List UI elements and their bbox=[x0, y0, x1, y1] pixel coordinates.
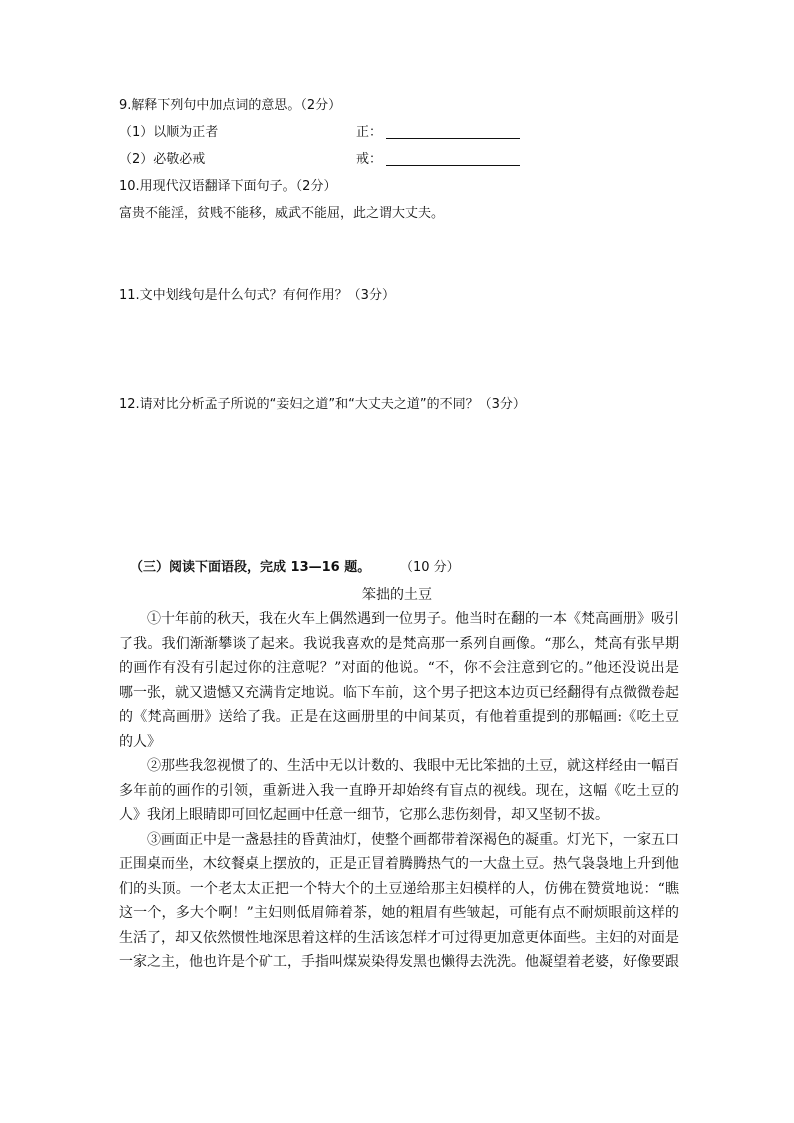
q9-item-2-answer[interactable] bbox=[356, 151, 520, 169]
q11-stem: 11.文中划线句是什么句式？有何作用？（3分） bbox=[119, 288, 395, 303]
q9-item-2-phrase: （2）必敬必戒 bbox=[119, 152, 206, 167]
q9-item-1-phrase: （1）以顺为正者 bbox=[119, 125, 219, 140]
q9-item-2-label: 戒： bbox=[356, 152, 383, 167]
passage-paragraph-2: ②那些我忽视惯了的、生活中无以计数的、我眼中无比笨拙的土豆，就这样经由一幅百多年前的画作的引领，重新进入我一直睁开却始终有盲点的视线。现在，这幅《吃土豆的人》我闭上眼睛即可回忆起画中任意一细节，它那么悲伤刻骨，却又坚韧不拔。 bbox=[119, 758, 679, 823]
passage-body bbox=[119, 607, 679, 975]
section3-score: （10 分） bbox=[400, 560, 460, 575]
passage-paragraph-3: ③画面正中是一盏悬挂的昏黄油灯，使整个画都带着深褐色的凝重。灯光下，一家五口正围桌而坐，木纹餐桌上摆放的，正是正冒着腾腾热气的一大盘土豆。热气袅袅地上升到他们的头顶。一个老太太正把一个特大个的土豆递给那主妇模样的人，仿佛在赞赏地说：“瞧这一个，多大个啊！”主妇则低眉筛着茶，她的粗眉有些皱起，可能有点不耐烦眼前这样的生活了，却又依然惯性地深思着这样的生活该怎样才可过得更加意更体面些。主妇的对面是一家之主，他也许是个矿工，手指叫煤炭染得发黑也懒得去洗洗。他凝望着老婆，好像要跟 bbox=[119, 831, 679, 970]
q10-stem: 10.用现代汉语翻译下面句子。（2分） bbox=[119, 179, 337, 194]
passage-title: 笨拙的土豆 bbox=[362, 587, 432, 603]
q9-stem: 9.解释下列句中加点词的意思。（2分） bbox=[119, 98, 342, 113]
q9-item-1-answer[interactable] bbox=[356, 124, 520, 142]
q12-stem: 12.请对比分析孟子所说的“妾妇之道”和“大丈夫之道”的不同？（3分） bbox=[119, 397, 526, 412]
q10-sentence: 富贵不能淫，贫贱不能移，威武不能屈，此之谓大丈夫。 bbox=[119, 206, 445, 221]
q9-item-1-label: 正： bbox=[356, 125, 383, 140]
passage-paragraph-1: ①十年前的秋天，我在火车上偶然遇到一位男子。他当时在翻的一本《梵高画册》吸引了我。我们渐渐攀谈了起来。我说我喜欢的是梵高那一系列自画像。“那么，梵高有张早期的画作有没有引起过你的注意呢？”对面的他说。“不，你不会注意到它的。”他还没说出是哪一张，就又遗憾又充满肯定地说。临下车前，这个男子把这本边页已经翻得有点微微卷起的《梵高画册》送给了我。正是在这画册里的中间某页，有他着重提到的那幅画:《吃土豆的人》 bbox=[119, 611, 679, 750]
answer-blank[interactable] bbox=[386, 124, 520, 139]
answer-blank[interactable] bbox=[386, 151, 520, 166]
section3-heading: （三）阅读下面语段，完成 13—16 题。 bbox=[130, 560, 371, 575]
